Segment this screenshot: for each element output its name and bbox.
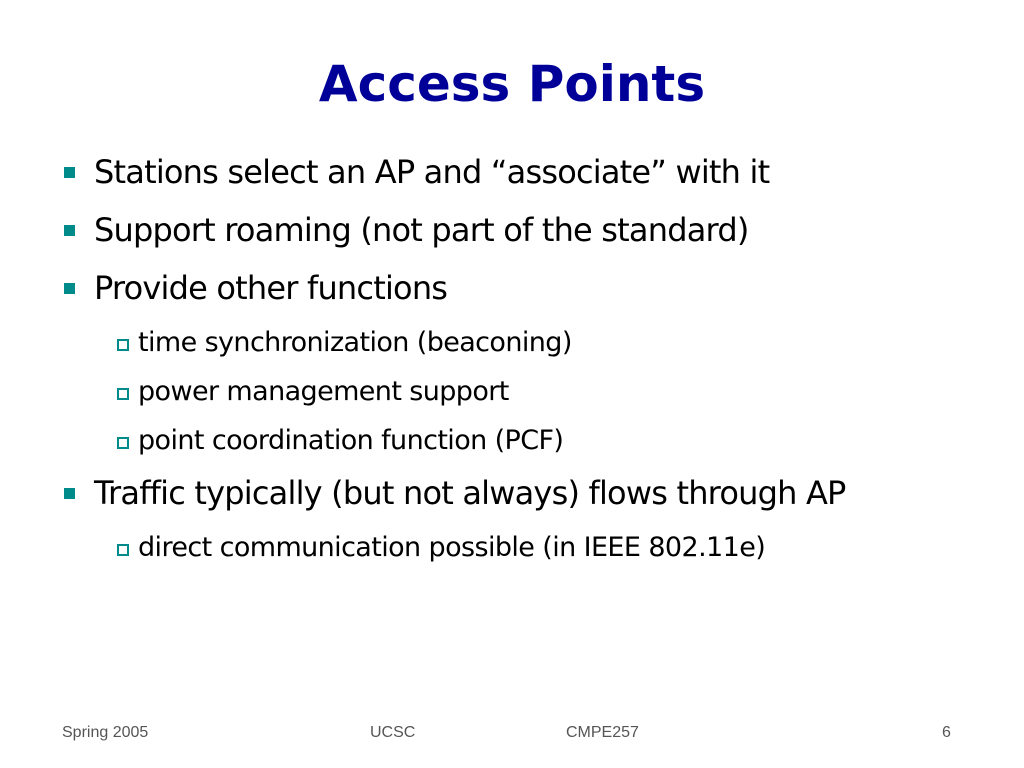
- footer-page-number: 6: [942, 724, 951, 741]
- sub-bullet-text: direct communication possible (in IEEE 802.11e): [138, 532, 766, 563]
- bullet-item: [60, 150, 960, 194]
- hollow-square-bullet-icon: [117, 544, 129, 556]
- bullet-text: Provide other functions: [94, 269, 448, 307]
- sub-bullet-item: [60, 373, 960, 411]
- sub-bullet-text: power management support: [138, 376, 509, 407]
- square-bullet-icon: [64, 488, 75, 499]
- bullet-item: [60, 266, 960, 310]
- square-bullet-icon: [64, 225, 75, 236]
- footer-course: CMPE257: [566, 724, 639, 741]
- hollow-square-bullet-icon: [117, 339, 129, 351]
- bullet-item: [60, 208, 960, 252]
- square-bullet-icon: [64, 167, 75, 178]
- hollow-square-bullet-icon: [117, 437, 129, 449]
- bullet-item: [60, 471, 914, 515]
- sub-bullet-item: [60, 422, 960, 460]
- slide-body: [60, 150, 960, 578]
- sub-bullet-text: point coordination function (PCF): [138, 425, 564, 456]
- sub-bullet-item: [60, 324, 960, 362]
- bullet-text: Traffic typically (but not always) flows through AP: [94, 474, 846, 512]
- square-bullet-icon: [64, 283, 75, 294]
- footer-institution: UCSC: [370, 724, 416, 741]
- slide-title: Access Points: [318, 55, 706, 113]
- bullet-text: Stations select an AP and “associate” with it: [94, 153, 770, 191]
- bullet-text: Support roaming (not part of the standard): [94, 211, 749, 249]
- sub-bullet-text: time synchronization (beaconing): [138, 327, 572, 358]
- footer-date: Spring 2005: [62, 724, 149, 741]
- sub-bullet-item: [60, 529, 960, 567]
- hollow-square-bullet-icon: [117, 388, 129, 400]
